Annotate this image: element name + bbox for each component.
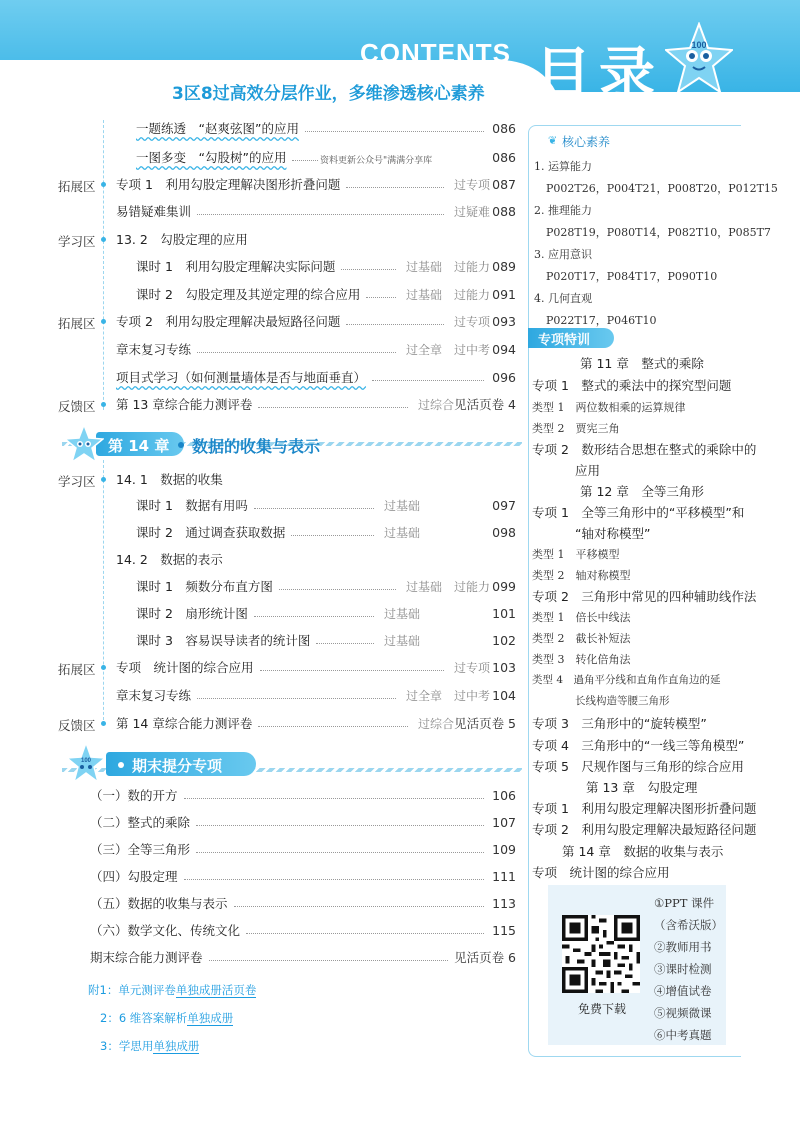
page-number: 104 [492, 687, 516, 703]
special-item-cont: “轴对称模型” [575, 526, 651, 541]
leader-dots [279, 589, 396, 590]
toc-row[interactable] [136, 117, 516, 139]
special-item[interactable]: 专项 1 利用勾股定理解决图形折叠问题 [532, 801, 757, 816]
toc-row-title: （二）整式的乘除 [90, 815, 191, 830]
toc-row-title: 期末综合能力测评卷 [90, 950, 203, 965]
leader-dots [234, 906, 484, 907]
special-type-cont: 长线构造等腰三角形 [575, 695, 670, 707]
toc-row[interactable] [116, 684, 516, 706]
section-name: 期末提分专项 [132, 757, 223, 775]
special-item[interactable]: 专项 4 三角形中的“一线三等角模型” [532, 738, 745, 753]
appendix-item[interactable] [100, 1010, 233, 1026]
tag: 过能力 [453, 287, 490, 302]
page-number: 见活页卷 4 [454, 397, 516, 412]
toc-row-title: 14. 2 数据的表示 [116, 552, 223, 567]
tag: 过全章 [405, 342, 442, 357]
page-number: 109 [492, 841, 516, 857]
toc-section-heading[interactable] [116, 548, 516, 570]
bullet-dot [101, 402, 106, 407]
toc-row-title: 14. 1 数据的收集 [116, 472, 223, 487]
special-type[interactable]: 类型 1 倍长中线法 [532, 611, 631, 624]
special-item[interactable]: 专项 3 三角形中的“旋转模型” [532, 716, 707, 731]
leader-dots [258, 726, 408, 727]
toc-row[interactable] [116, 310, 516, 332]
leader-dots [316, 643, 374, 644]
page-number: 111 [492, 868, 516, 884]
toc-section-heading[interactable] [116, 228, 516, 250]
download-item: ①PPT 课件 [654, 896, 715, 910]
core-item-refs: P022T17，P046T10 [546, 314, 657, 327]
toc-row-title: 课时 1 数据有用吗 [136, 498, 248, 513]
tag: 过能力 [453, 259, 490, 274]
svg-text:100: 100 [80, 758, 92, 764]
leader-dots [341, 269, 396, 270]
page-number: 096 [492, 369, 516, 385]
special-item[interactable]: 专项 2 数形结合思想在整式的乘除中的 [532, 442, 757, 457]
toc-row-title: 课时 2 扇形统计图 [136, 606, 248, 621]
leader-dots [254, 616, 374, 617]
toc-row[interactable] [136, 255, 516, 277]
special-item[interactable]: 专项 5 尺规作图与三角形的综合应用 [532, 759, 744, 774]
page-number: 107 [492, 814, 516, 830]
tag: 过专项 [453, 177, 490, 192]
toc-row-title: （一）数的开方 [90, 788, 178, 803]
download-item: ⑤视频微课 [654, 1006, 712, 1020]
toc-row[interactable] [136, 629, 516, 651]
tag: 过基础 [383, 498, 420, 513]
guide-line [103, 460, 104, 725]
page-number: 106 [492, 787, 516, 803]
tag: 过基础 [383, 606, 420, 621]
leader-dots [197, 214, 444, 215]
guide-line [103, 120, 104, 410]
special-type[interactable]: 类型 4 過角平分线和直角作直角边的延 [532, 674, 721, 686]
toc-row[interactable] [90, 784, 516, 806]
page-number: 101 [492, 605, 516, 621]
special-item-cont: 应用 [575, 463, 601, 478]
toc-row-title: 一题练透 “赵爽弦图”的应用 [136, 121, 299, 136]
bullet-dot [178, 442, 184, 448]
leader-dots [184, 879, 484, 880]
toc-row[interactable] [90, 811, 516, 833]
special-type[interactable]: 类型 1 两位数相乘的运算规律 [532, 401, 686, 414]
special-chapter[interactable]: 第 14 章 数据的收集与表示 [562, 844, 724, 859]
toc-row-title: 项目式学习（如何测量墙体是否与地面垂直） [116, 370, 367, 385]
page-title: 目录 [535, 42, 663, 107]
bullet-dot [118, 762, 124, 768]
page-number: 094 [492, 341, 516, 357]
page-number: 089 [492, 258, 516, 274]
leader-dots [209, 960, 448, 961]
bullet-dot [101, 721, 106, 726]
svg-text:100: 100 [691, 40, 707, 50]
tag: 过基础 [405, 579, 442, 594]
leader-dots [291, 535, 374, 536]
sprout-icon: ❦ [548, 134, 558, 147]
core-item-name: 4. 几何直观 [534, 292, 592, 305]
tag: 过基础 [405, 259, 442, 274]
core-item-refs: P020T17，P084T17，P090T10 [546, 270, 718, 283]
toc-row[interactable] [116, 366, 516, 388]
page-number: 113 [492, 895, 516, 911]
contents-label: CONTENTS [360, 38, 511, 68]
special-item[interactable]: 专项 1 整式的乘法中的探究型问题 [532, 378, 732, 393]
special-item[interactable]: 专项 2 利用勾股定理解决最短路径问题 [532, 822, 757, 837]
tag: 过综合 [417, 397, 454, 412]
toc-row[interactable] [90, 919, 516, 941]
qr-code-icon[interactable] [562, 915, 640, 993]
free-download-label: 免费下载 [578, 1002, 627, 1016]
toc-row[interactable] [116, 173, 516, 195]
special-item[interactable]: 专项 统计图的综合应用 [532, 865, 670, 880]
leader-dots [197, 352, 396, 353]
toc-row[interactable] [90, 865, 516, 887]
toc-row-title: 章末复习专练 [116, 342, 192, 357]
tag: 过中考 [453, 342, 490, 357]
page-number: 088 [492, 203, 516, 219]
tag: 过疑难 [453, 204, 490, 219]
leader-dots [305, 131, 484, 132]
page-number: 093 [492, 313, 516, 329]
appendix-item[interactable] [88, 982, 256, 998]
zone-label: 拓展区 [58, 316, 96, 331]
star-mascot-icon [665, 22, 733, 100]
appendix-label: 3：学思用 [100, 1039, 154, 1053]
download-item: （含希沃版） [654, 918, 723, 932]
special-type[interactable]: 类型 2 截长补短法 [532, 632, 631, 645]
leader-dots [197, 698, 396, 699]
special-type[interactable]: 类型 2 轴对称模型 [532, 569, 631, 582]
special-chapter[interactable]: 第 11 章 整式的乘除 [580, 356, 704, 371]
core-item-name: 1. 运算能力 [534, 160, 592, 173]
chapter-label: 第 14 章 [108, 437, 170, 455]
toc-section-heading[interactable] [116, 468, 516, 490]
toc-row-title: 13. 2 勾股定理的应用 [116, 232, 248, 247]
download-item: ②教师用书 [654, 940, 712, 954]
toc-row-title: （五）数据的收集与表示 [90, 896, 228, 911]
toc-row-title: 专项 统计图的综合应用 [116, 660, 254, 675]
toc-row[interactable] [136, 521, 516, 543]
leader-dots [254, 508, 374, 509]
zone-label: 拓展区 [58, 662, 96, 677]
zone-label: 反馈区 [58, 718, 96, 733]
special-title-text: 专项特训 [538, 332, 591, 348]
leader-dots [196, 852, 484, 853]
leader-dots [292, 160, 318, 161]
page-number: 086 [492, 120, 516, 136]
leader-dots [372, 380, 484, 381]
zone-label: 反馈区 [58, 399, 96, 414]
watermark-note: 资料更新公众号"满满分享库 [320, 156, 433, 166]
download-item: ③课时检测 [654, 962, 712, 976]
toc-row[interactable] [116, 712, 516, 734]
toc-row-title: 易错疑难集训 [116, 204, 192, 219]
star-mascot-icon [66, 742, 106, 784]
special-type[interactable]: 类型 1 平移模型 [532, 548, 620, 561]
leader-dots [246, 933, 484, 934]
tag: 过综合 [417, 716, 454, 731]
download-item: ④增值试卷 [654, 984, 712, 998]
core-item-refs: P002T26，P004T21，P008T20，P012T15 [546, 182, 778, 195]
leader-dots [346, 187, 444, 188]
page-number: 见活页卷 5 [454, 716, 516, 731]
bullet-dot [101, 665, 106, 670]
page-number: 099 [492, 578, 516, 594]
toc-row-title: （四）勾股定理 [90, 869, 178, 884]
tag: 过能力 [453, 579, 490, 594]
toc-row-title: 一图多变 “勾股树”的应用 [136, 150, 287, 165]
toc-row-title: 专项 1 利用勾股定理解决图形折叠问题 [116, 177, 341, 192]
toc-row[interactable] [116, 200, 516, 222]
slogan: 3区8过高效分层作业，多维渗透核心素养 [172, 84, 485, 104]
page-number: 见活页卷 6 [454, 950, 516, 965]
leader-dots [196, 825, 484, 826]
special-item[interactable]: 专项 1 全等三角形中的“平移模型”和 [532, 505, 745, 520]
zone-label: 学习区 [58, 234, 96, 249]
special-chapter[interactable]: 第 12 章 全等三角形 [580, 484, 704, 499]
toc-row[interactable] [90, 892, 516, 914]
chapter-name: 数据的收集与表示 [192, 437, 321, 456]
toc-row-title: 课时 2 通过调查获取数据 [136, 525, 286, 540]
special-chapter[interactable]: 第 13 章 勾股定理 [586, 780, 698, 795]
leader-dots [258, 407, 408, 408]
appendix-label: 2：6 维答案解析 [100, 1011, 188, 1025]
appendix-note: 单独成册 [153, 1039, 200, 1053]
toc-row[interactable] [90, 946, 516, 968]
toc-row[interactable] [136, 575, 516, 597]
page-number: 103 [492, 659, 516, 675]
toc-row-title: 课时 3 容易误导读者的统计图 [136, 633, 311, 648]
toc-row-title: 课时 2 勾股定理及其逆定理的综合应用 [136, 287, 361, 302]
page-number: 098 [492, 524, 516, 540]
page-number: 115 [492, 922, 516, 938]
tag: 过基础 [383, 525, 420, 540]
appendix-note: 单独成册 [187, 1011, 234, 1025]
toc-row[interactable] [116, 656, 516, 678]
toc-row-title: 课时 1 频数分布直方图 [136, 579, 273, 594]
tag: 过专项 [453, 314, 490, 329]
tag: 过基础 [405, 287, 442, 302]
toc-row-title: 课时 1 利用勾股定理解决实际问题 [136, 259, 336, 274]
special-title [528, 328, 614, 348]
bullet-dot [101, 237, 106, 242]
toc-row-title: 第 13 章综合能力测评卷 [116, 397, 253, 412]
toc-row[interactable] [136, 283, 516, 305]
leader-dots [184, 798, 484, 799]
special-type[interactable]: 类型 2 贾宪三角 [532, 422, 620, 435]
tag: 过专项 [453, 660, 490, 675]
core-title: 核心素养 [562, 135, 611, 149]
appendix-note: 单独成册活页卷 [175, 983, 257, 997]
toc-row-title: 第 14 章综合能力测评卷 [116, 716, 253, 731]
core-item-refs: P028T19，P080T14，P082T10，P085T7 [546, 226, 771, 239]
star-mascot-icon [64, 424, 104, 464]
toc-row-title: 章末复习专练 [116, 688, 192, 703]
header [0, 0, 800, 110]
toc-row-title: （三）全等三角形 [90, 842, 191, 857]
leader-dots [260, 670, 444, 671]
toc-row[interactable] [90, 838, 516, 860]
bullet-dot [101, 182, 106, 187]
toc-row[interactable] [116, 338, 516, 360]
special-type[interactable]: 类型 3 转化倍角法 [532, 653, 631, 666]
core-item-name: 2. 推理能力 [534, 204, 592, 217]
special-item[interactable]: 专项 2 三角形中常见的四种辅助线作法 [532, 589, 757, 604]
page-number: 091 [492, 286, 516, 302]
page-number: 097 [492, 497, 516, 513]
zone-label: 拓展区 [58, 179, 96, 194]
tag: 过中考 [453, 688, 490, 703]
appendix-item[interactable] [100, 1038, 199, 1054]
page-number: 087 [492, 176, 516, 192]
toc-row[interactable] [116, 393, 516, 415]
toc-row-title: 专项 2 利用勾股定理解决最短路径问题 [116, 314, 341, 329]
bullet-dot [101, 477, 106, 482]
toc-row[interactable] [136, 494, 516, 516]
page-number: 102 [492, 632, 516, 648]
toc-row[interactable] [136, 602, 516, 624]
zone-label: 学习区 [58, 474, 96, 489]
download-item: ⑥中考真题 [654, 1028, 712, 1042]
leader-dots [346, 324, 444, 325]
leader-dots [366, 297, 396, 298]
bullet-dot [101, 319, 106, 324]
tag: 过基础 [383, 633, 420, 648]
appendix-label: 附1：单元测评卷 [88, 983, 176, 997]
tag: 过全章 [405, 688, 442, 703]
page-number: 086 [492, 149, 516, 165]
core-item-name: 3. 应用意识 [534, 248, 592, 261]
toc-row-title: （六）数学文化、传统文化 [90, 923, 241, 938]
